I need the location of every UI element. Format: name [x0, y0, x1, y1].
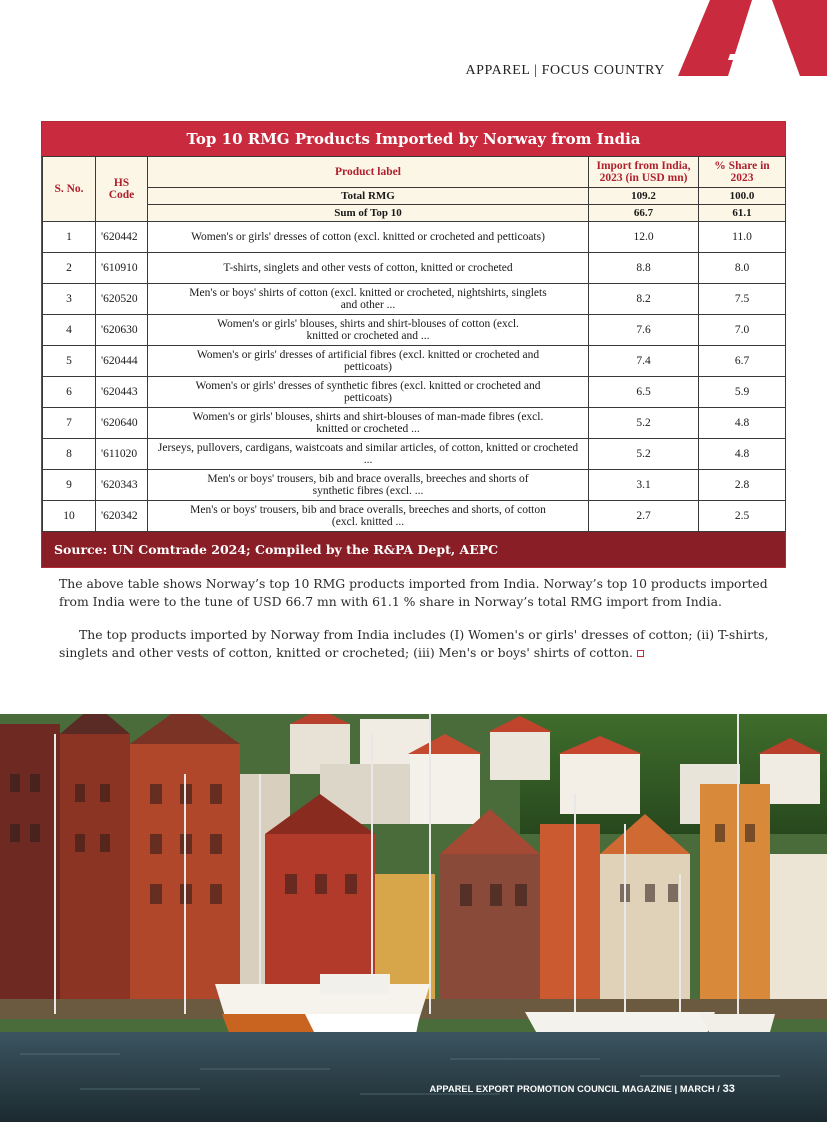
cell-product: Women's or girls' dresses of cotton (excl. knitted or crocheted and petticoats) [148, 222, 589, 253]
cell-sno: 3 [43, 284, 96, 315]
source-bar: Source: UN Comtrade 2024; Compiled by the R&PA Dept, AEPC [42, 532, 785, 567]
harbour-illustration [0, 714, 827, 1122]
cell-hs: '611020 [96, 439, 148, 470]
header-row [43, 157, 786, 188]
cell-import: 5.2 [589, 408, 699, 439]
section-tag: APPAREL | FOCUS COUNTRY [465, 63, 665, 78]
cell-product: Women's or girls' blouses, shirts and shirt-blouses of man-made fibres (excl. knitted or crocheted ... [148, 408, 589, 439]
end-of-article-icon [637, 650, 644, 657]
cell-share: 4.8 [699, 408, 786, 439]
harbour-photo [0, 714, 827, 1122]
cell-share: 11.0 [699, 222, 786, 253]
footer-magazine: APPAREL EXPORT PROMOTION COUNCIL MAGAZINE | MARCH / [429, 1084, 720, 1094]
cell-sno: 9 [43, 470, 96, 501]
paragraph-top-products [59, 626, 771, 662]
cell-import: 8.8 [589, 253, 699, 284]
cell-import: 8.2 [589, 284, 699, 315]
cell-share: 5.9 [699, 377, 786, 408]
cell-sno: 5 [43, 346, 96, 377]
cell-sno: 10 [43, 501, 96, 532]
cell-share: 4.8 [699, 439, 786, 470]
cell-product: Women's or girls' blouses, shirts and shirt-blouses of cotton (excl. knitted or crocheted and ... [148, 315, 589, 346]
rmg-table [41, 121, 786, 568]
cell-import: 7.4 [589, 346, 699, 377]
cell-share: 6.7 [699, 346, 786, 377]
table-row [43, 284, 786, 315]
cell-hs: '620630 [96, 315, 148, 346]
summary-share: 61.1 [699, 205, 786, 222]
cell-import: 5.2 [589, 439, 699, 470]
table-row [43, 253, 786, 284]
summary-label: Sum of Top 10 [148, 205, 589, 222]
cell-product: Men's or boys' trousers, bib and brace overalls, breeches and shorts, of cotton (excl. knitted ... [148, 501, 589, 532]
page-number: 33 [722, 1083, 735, 1095]
summary-share: 100.0 [699, 188, 786, 205]
cell-import: 2.7 [589, 501, 699, 532]
table-row [43, 377, 786, 408]
cell-hs: '620520 [96, 284, 148, 315]
summary-import: 66.7 [589, 205, 699, 222]
cell-hs: '620342 [96, 501, 148, 532]
table-row [43, 346, 786, 377]
cell-import: 3.1 [589, 470, 699, 501]
cell-share: 2.8 [699, 470, 786, 501]
cell-hs: '620443 [96, 377, 148, 408]
cell-sno: 6 [43, 377, 96, 408]
cell-product: Men's or boys' trousers, bib and brace overalls, breeches and shorts of synthetic fibres (excl. ... [148, 470, 589, 501]
table-row [43, 315, 786, 346]
cell-product: Women's or girls' dresses of artificial fibres (excl. knitted or crocheted and petticoats) [148, 346, 589, 377]
table-row [43, 222, 786, 253]
cell-share: 8.0 [699, 253, 786, 284]
cell-product: Jerseys, pullovers, cardigans, waistcoats and similar articles, of cotton, knitted or crocheted ... [148, 439, 589, 470]
table-row [43, 439, 786, 470]
cell-share: 2.5 [699, 501, 786, 532]
cell-import: 6.5 [589, 377, 699, 408]
paragraph-text: The top products imported by Norway from India includes (I) Women's or girls' dresses of cotton; (ii) T-shirts, singlets and other vests of cotton, knitted or crocheted; (iii) Men's or boys' shirts of cotton. [59, 627, 769, 660]
data-table [42, 156, 786, 532]
table-row [43, 470, 786, 501]
cell-hs: '620343 [96, 470, 148, 501]
cell-product: Men's or boys' shirts of cotton (excl. knitted or crocheted, nightshirts, singlets and other ... [148, 284, 589, 315]
aepc-logo-icon [672, 0, 827, 76]
cell-hs: '610910 [96, 253, 148, 284]
table-title: Top 10 RMG Products Imported by Norway from India [42, 122, 785, 156]
paragraph-summary: The above table shows Norway’s top 10 RMG products imported from India. Norway’s top 10 products imported from India were to the tune of USD 66.7 mn with 61.1 % share in Norway’s total RMG import from India. [59, 576, 768, 609]
cell-import: 7.6 [589, 315, 699, 346]
cell-sno: 2 [43, 253, 96, 284]
summary-row-top10 [43, 205, 786, 222]
cell-sno: 1 [43, 222, 96, 253]
cell-hs: '620442 [96, 222, 148, 253]
summary-label: Total RMG [148, 188, 589, 205]
cell-product: Women's or girls' dresses of synthetic fibres (excl. knitted or crocheted and petticoats) [148, 377, 589, 408]
col-header-hs: HS Code [96, 157, 148, 222]
summary-row-total [43, 188, 786, 205]
cell-share: 7.5 [699, 284, 786, 315]
table-row [43, 408, 786, 439]
cell-product: T-shirts, singlets and other vests of cotton, knitted or crocheted [148, 253, 589, 284]
summary-import: 109.2 [589, 188, 699, 205]
cell-sno: 7 [43, 408, 96, 439]
col-header-sno: S. No. [43, 157, 96, 222]
page-footer [429, 1083, 735, 1095]
table-row [43, 501, 786, 532]
col-header-product: Product label [148, 157, 589, 188]
cell-hs: '620444 [96, 346, 148, 377]
cell-hs: '620640 [96, 408, 148, 439]
cell-sno: 4 [43, 315, 96, 346]
cell-sno: 8 [43, 439, 96, 470]
cell-share: 7.0 [699, 315, 786, 346]
col-header-import: Import from India, 2023 (in USD mn) [589, 157, 699, 188]
col-header-share: % Share in 2023 [699, 157, 786, 188]
cell-import: 12.0 [589, 222, 699, 253]
